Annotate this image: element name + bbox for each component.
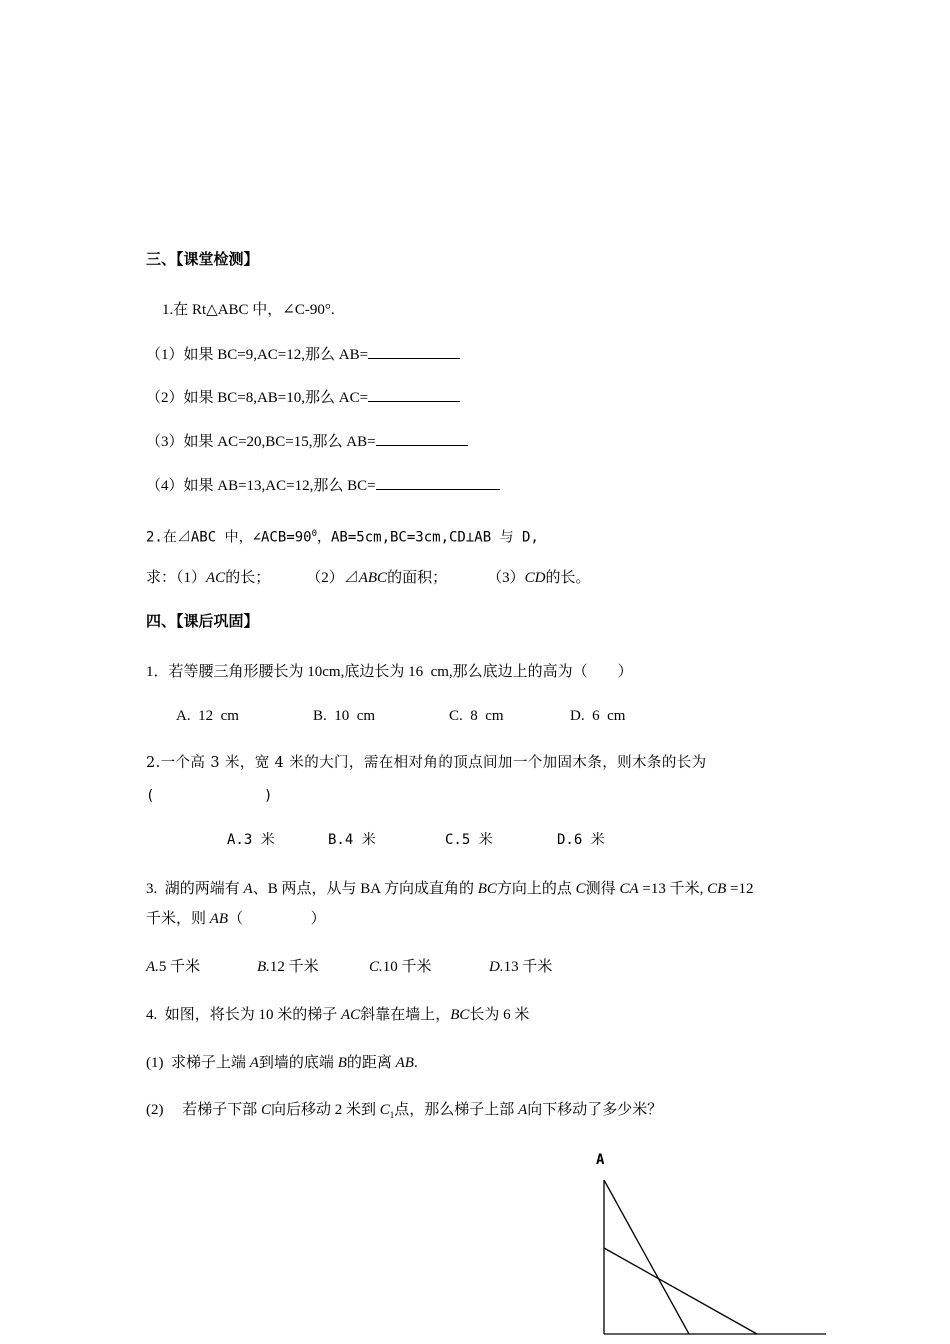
s4-q2-option-a[interactable]: A.3 米 xyxy=(227,832,275,848)
s4-q2-option-c[interactable]: C.5 米 xyxy=(445,832,493,848)
s4-q3-stem-line2: 千米，则 AB（ ） xyxy=(146,911,326,927)
q1-part-4: （4）如果 AB=13,AC=12,那么 BC= xyxy=(146,475,500,496)
q1-part-3: （3）如果 AC=20,BC=15,那么 AB= xyxy=(146,431,468,452)
ladder-line-1 xyxy=(604,1180,689,1334)
section-3-title: 三、【课堂检测】 xyxy=(146,252,259,268)
s4-q1-option-c[interactable]: C. 8 cm xyxy=(449,708,504,724)
section-4-title: 四、【课后巩固】 xyxy=(146,614,259,630)
s4-q3-option-a[interactable]: A.5 千米 xyxy=(146,959,201,975)
q2-stem: 2.在⊿ABC 中，$\angle ACB=90^0$，AB=5cm,BC=3cm,CD⊥AB 与 D, xyxy=(146,529,539,546)
s4-q2-stem: 2.一个高 3 米，宽 4 米的大门，需在相对角的顶点间加一个加固木条，则木条的长为 xyxy=(146,755,707,771)
figure-label-a: A xyxy=(596,1152,605,1168)
s4-q1-option-a[interactable]: A. 12 cm xyxy=(176,708,239,724)
s4-q3-option-d[interactable]: D.13 千米 xyxy=(489,959,553,975)
q1-part-1: （1）如果 BC=9,AC=12,那么 AB= xyxy=(146,344,460,365)
s4-q4-part-1: (1) 求梯子上端 A到墙的底端 B的距离 AB. xyxy=(146,1055,418,1071)
s4-q3-option-c[interactable]: C.10 千米 xyxy=(369,959,432,975)
s4-q1-option-d[interactable]: D. 6 cm xyxy=(570,708,626,724)
q2-ask: 求：（1）AC的长； （2）⊿ABC的面积； （3）CD的长。 xyxy=(146,570,591,586)
s4-q2-option-d[interactable]: D.6 米 xyxy=(557,832,605,848)
q1-stem: 1.在 Rt△ABC 中，∠C-90°. xyxy=(162,302,335,318)
q1-part-2: （2）如果 BC=8,AB=10,那么 AC= xyxy=(146,387,460,408)
ladder-line-2 xyxy=(604,1248,757,1334)
s4-q3-option-b[interactable]: B.12 千米 xyxy=(257,959,319,975)
s4-q1-option-b[interactable]: B. 10 cm xyxy=(313,708,376,724)
s4-q4-part-2: (2) 若梯子下部 C向后移动 2 米到 $C_1$点，那么梯子上部 A向下移动了多少米？ xyxy=(146,1102,663,1120)
s4-q2-paren: ( ) xyxy=(146,788,273,804)
s4-q1-stem: 1．若等腰三角形腰长为 10cm,底边长为 16 cm,那么底边上的高为（ ） xyxy=(146,664,633,680)
s4-q3-stem: 3. 湖的两端有 A、B 两点，从与 BA 方向成直角的 BC方向上的点 C测得 CA =13 千米, CB =12 xyxy=(146,881,754,897)
s4-q4-stem: 4. 如图，将长为 10 米的梯子 AC斜靠在墙上，BC长为 6 米 xyxy=(146,1007,530,1023)
s4-q2-option-b[interactable]: B.4 米 xyxy=(328,832,376,848)
